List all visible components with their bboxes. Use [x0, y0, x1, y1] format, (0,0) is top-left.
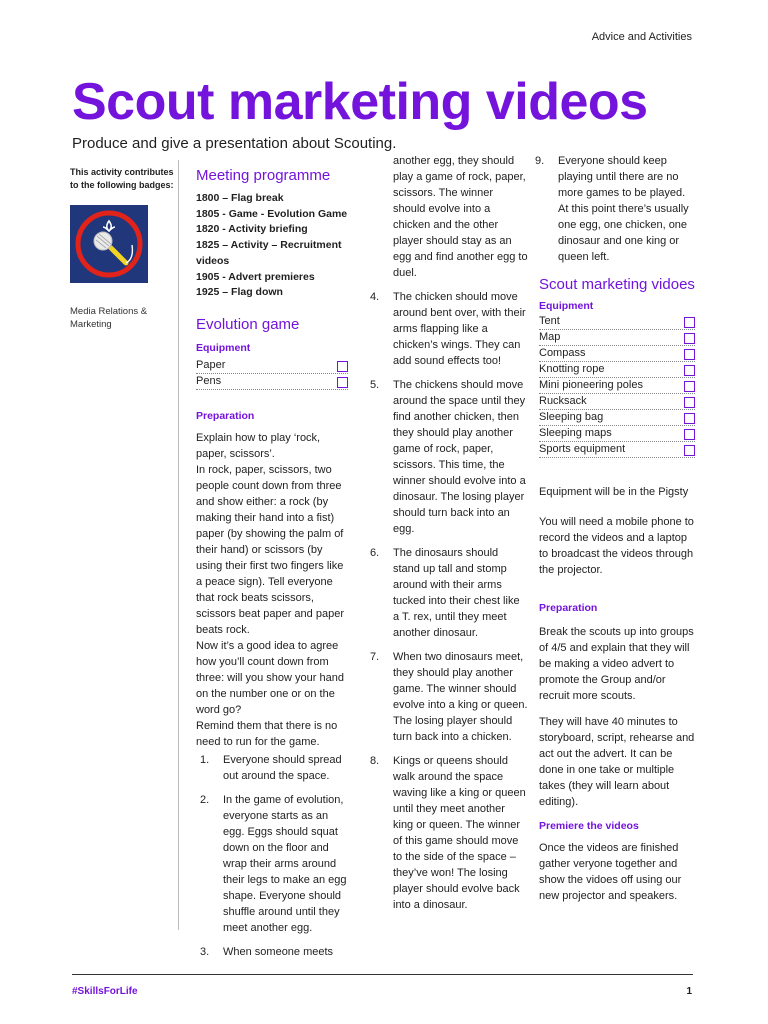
paragraph: Explain how to play ‘rock, paper, scissors’.	[196, 431, 321, 460]
list-item: 8. Kings or queens should walk around the space waving like a king or queen until they meet another king or queen. The winner of this game should move to the side of the space – they’ve won! The losing player should evolve back into a dinosaur.	[370, 755, 526, 911]
equipment-row: Paper	[196, 358, 348, 374]
evolution-instructions	[196, 430, 348, 750]
page-number: 1	[686, 986, 692, 997]
list-item: 7. When two dinosaurs meet, they should play another game. The winner should evolve into a king or queen. The losing player should turn back into a chicken.	[370, 651, 528, 743]
paragraph: Remind them that there is no need to run for the game.	[196, 719, 338, 748]
media-relations-badge-icon	[70, 205, 148, 283]
page-title: Scout marketing videos	[72, 73, 648, 131]
marketing-preparation-heading: Preparation	[539, 602, 598, 614]
checkbox-icon[interactable]	[684, 349, 695, 360]
preparation-paragraph: They will have 40 minutes to storyboard, script, rehearse and act out the advert. It can be done in one take or multiple takes (they will learn about editing).	[539, 716, 695, 808]
checkbox-icon[interactable]	[684, 429, 695, 440]
list-item: 2. In the game of evolution, everyone starts as an egg. Eggs should squat down on the floor and wrap their arms around their legs to make an egg shape. Everyone should shuffle around until they meet another egg.	[200, 793, 347, 934]
equipment-row: Sleeping maps	[539, 426, 695, 442]
list-item: 1. Everyone should spread out around the space.	[200, 753, 342, 782]
microphone-icon	[70, 205, 148, 283]
programme-heading: Meeting programme	[196, 167, 331, 184]
premiere-paragraph: Once the videos are finished gather veryone together and show the vidoes off using our new projector and speakers.	[539, 842, 682, 902]
paragraph: In rock, paper, scissors, two people count down from three and show either: a rock (by making their hand into a fist) paper (by showing the palm of their hand) or scissors (by using their first two fingers like a peace sign). Tell everyone that rock beats scissors, scissors beat paper and paper beats rock.	[196, 463, 344, 636]
checkbox-icon[interactable]	[684, 317, 695, 328]
list-item: 5. The chickens should move around the space until they find another chicken, then they should play another game of rock, paper, scissors. This time, the winner should evolve into a dinosaur. The losing player should turn back into an egg.	[370, 379, 526, 535]
list-item: 9. Everyone should keep playing until there are no more games to be played. At this point there’s usually one egg, one chicken, one dinosaur and one king or queen left.	[535, 155, 689, 263]
programme-item: 1805 - Game - Evolution Game	[196, 207, 348, 220]
header-section-label: Advice and Activities	[591, 31, 692, 43]
equipment-row: Knotting rope	[539, 362, 695, 378]
equipment-row: Sleeping bag	[539, 410, 695, 426]
equipment-row: Mini pioneering poles	[539, 378, 695, 394]
column-marketing	[535, 153, 695, 904]
paragraph: Now it’s a good idea to agree how you’ll count down from three: will you show your hand on the number one or on the word go?	[196, 639, 344, 716]
programme-item: 1820 - Activity briefing	[196, 223, 308, 236]
equipment-row: Tent	[539, 314, 695, 330]
programme-list	[196, 191, 348, 301]
premiere-heading: Premiere the videos	[539, 820, 639, 832]
marketing-heading: Scout marketing vidoes	[539, 276, 695, 293]
page-subtitle: Produce and give a presentation about Scouting.	[72, 135, 397, 152]
list-item: 6. The dinosaurs should stand up tall and stomp around with their arms tucked into their chest like a T. rex, until they meet another dinosaur.	[370, 547, 520, 639]
equipment-row: Sports equipment	[539, 442, 695, 458]
footer-divider	[72, 974, 693, 975]
checkbox-icon[interactable]	[684, 445, 695, 456]
footer-hashtag: #SkillsForLife	[72, 986, 138, 997]
column-divider	[178, 160, 179, 930]
evolution-heading: Evolution game	[196, 315, 300, 333]
evolution-steps-continued	[370, 289, 528, 913]
device-note: You will need a mobile phone to record the videos and a laptop to broadcast the videos through the projector.	[539, 516, 694, 576]
programme-item: 1800 – Flag break	[196, 192, 284, 204]
list-item: 3. When someone meets	[200, 945, 334, 958]
checkbox-icon[interactable]	[684, 413, 695, 424]
evolution-steps-final	[535, 153, 695, 265]
equipment-note: Equipment will be in the Pigsty	[539, 486, 689, 498]
marketing-equipment-list	[539, 314, 695, 458]
step-continuation: another egg, they should play a game of rock, paper, scissors. The winner should evolve into a chicken and the other player should stay as an egg and find another egg to duel.	[393, 155, 528, 279]
programme-item: 1825 – Activity – Recruitment videos	[196, 239, 342, 267]
checkbox-icon[interactable]	[684, 365, 695, 376]
equipment-row: Pens	[196, 374, 348, 390]
checkbox-icon[interactable]	[337, 377, 348, 388]
evolution-equipment-heading: Equipment	[196, 341, 251, 354]
marketing-equipment-heading: Equipment	[539, 300, 594, 312]
evolution-steps	[200, 752, 348, 960]
badge-note: This activity contributes to the following badges:	[70, 167, 174, 190]
evolution-equipment-list	[196, 358, 348, 390]
column-steps	[370, 153, 528, 921]
checkbox-icon[interactable]	[684, 333, 695, 344]
checkbox-icon[interactable]	[684, 381, 695, 392]
badge-label: Media Relations & Marketing	[70, 306, 148, 330]
preparation-paragraph: Break the scouts up into groups of 4/5 and explain that they will be making a video advert to promote the Group and/or recruit more scouts.	[539, 626, 694, 702]
equipment-row: Compass	[539, 346, 695, 362]
equipment-row: Map	[539, 330, 695, 346]
badge-sidebar	[70, 166, 180, 331]
equipment-row: Rucksack	[539, 394, 695, 410]
evolution-preparation-heading: Preparation	[196, 409, 255, 422]
checkbox-icon[interactable]	[684, 397, 695, 408]
checkbox-icon[interactable]	[337, 361, 348, 372]
programme-item: 1925 – Flag down	[196, 286, 283, 299]
column-programme	[196, 166, 348, 968]
list-item: 4. The chicken should move around bent over, with their arms flapping like a chicken’s wings. They can add sound effects too!	[370, 291, 526, 367]
programme-item: 1905 - Advert premieres	[196, 270, 315, 283]
